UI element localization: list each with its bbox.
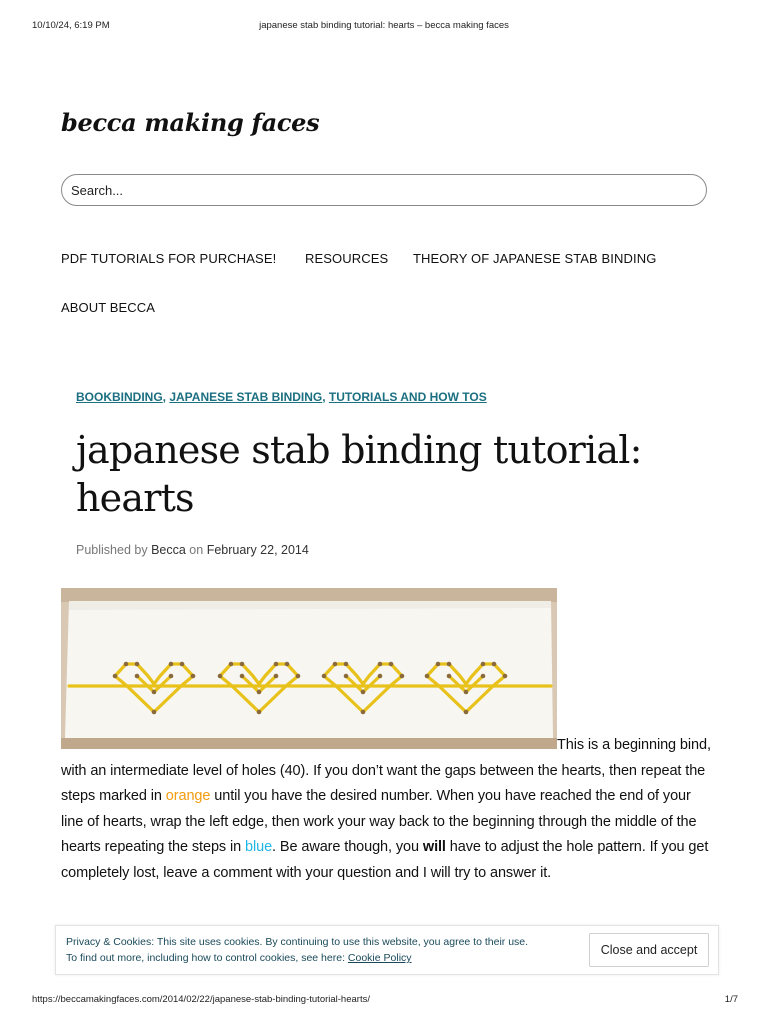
post-image-hearts-binding (61, 588, 557, 749)
body-text-orange: orange (165, 788, 211, 804)
byline-on: on (189, 543, 204, 557)
nav-item-theory[interactable]: THEORY OF JAPANESE STAB BINDING (413, 251, 657, 266)
hearts-binding-photo (61, 588, 557, 749)
cookie-line-1: Privacy & Cookies: This site uses cookies. By continuing to use this website, you agree to their use. (66, 936, 529, 948)
nav-item-about[interactable]: ABOUT BECCA (61, 300, 156, 315)
cookie-policy-link[interactable]: Cookie Policy (347, 952, 412, 964)
cookie-line-2: To find out more, including how to control cookies, see here: (66, 952, 345, 964)
category-separator: , (322, 390, 329, 404)
byline-date[interactable]: February 22, 2014 (206, 543, 309, 557)
search-input[interactable] (71, 175, 691, 205)
byline-author[interactable]: Becca (151, 543, 186, 557)
cookie-text (66, 934, 566, 966)
body-text-part: . Be aware though, you (272, 839, 423, 855)
image-float-spacer (61, 733, 557, 754)
print-url: https://beccamakingfaces.com/2014/02/22/japanese-stab-binding-tutorial-hearts/ (32, 994, 370, 1005)
category-link-japanese-stab-binding[interactable]: JAPANESE STAB BINDING (169, 390, 323, 404)
print-footer (32, 994, 738, 1008)
cookie-banner (55, 925, 719, 975)
print-page-number: 1/7 (724, 994, 738, 1005)
nav-item-resources[interactable]: RESOURCES (305, 251, 389, 266)
post-byline (76, 543, 309, 557)
byline-prefix: Published by (76, 543, 148, 557)
body-text-part: until you have the desired number. When you have reached the end of your line of hearts, wrap the left edge, then work your way back to the beginning through the middle of the hearts repeating the steps in (61, 788, 697, 855)
site-title[interactable]: becca making faces (61, 108, 320, 137)
search-box[interactable] (61, 174, 707, 206)
close-and-accept-button[interactable]: Close and accept (589, 933, 709, 967)
post-body (61, 733, 711, 886)
body-text-bold: will (422, 839, 446, 855)
body-text-part: have to adjust the hole pattern. If you get completely lost, leave a comment with your question and I will try to answer it. (61, 839, 709, 881)
body-text-blue: blue (245, 839, 273, 855)
post-title: japanese stab binding tutorial: hearts (76, 428, 642, 520)
print-doc-title: japanese stab binding tutorial: hearts – becca making faces (259, 20, 509, 31)
body-text-part: This is a beginning bind, with an intermediate level of holes (40). If you don’t want the gaps between the hearts, then repeat the steps marked in (61, 737, 711, 804)
category-link-tutorials[interactable]: TUTORIALS AND HOW TOS (328, 390, 487, 404)
print-header (32, 20, 736, 34)
post-categories (76, 390, 487, 404)
nav-item-pdf-tutorials[interactable]: PDF TUTORIALS FOR PURCHASE! (61, 251, 277, 266)
print-date: 10/10/24, 6:19 PM (32, 20, 110, 31)
category-link-bookbinding[interactable]: BOOKBINDING (76, 390, 163, 404)
category-separator: , (162, 390, 170, 404)
